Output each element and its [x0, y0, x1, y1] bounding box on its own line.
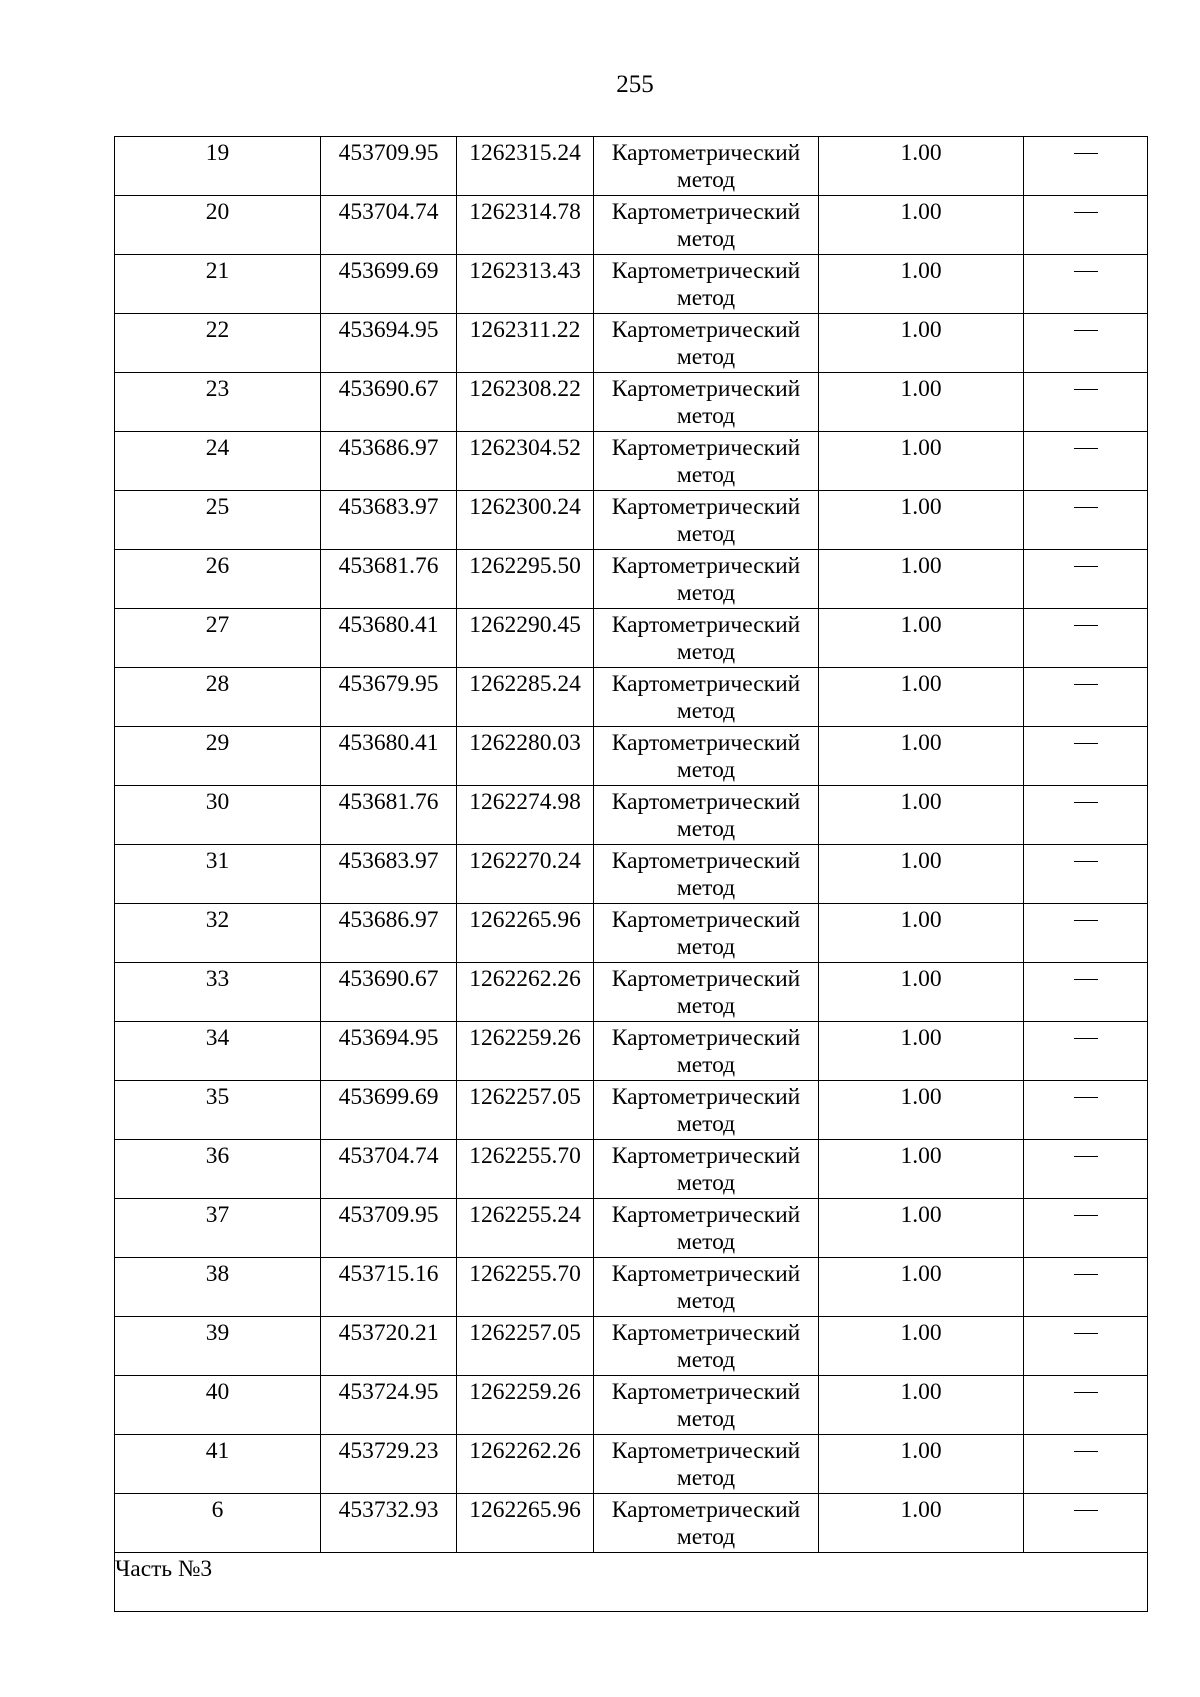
- method-line-2: метод: [676, 344, 736, 370]
- y-coordinate-cell: 1262313.43: [457, 255, 594, 314]
- table-row: [115, 727, 1148, 786]
- dash-mark: [1074, 1274, 1098, 1275]
- method-line-2: метод: [676, 1406, 736, 1432]
- method-cell: [594, 786, 819, 845]
- note-cell: [1024, 373, 1148, 432]
- point-number-cell: 31: [115, 845, 321, 904]
- y-coordinate-cell: 1262304.52: [457, 432, 594, 491]
- dash-mark: [1074, 979, 1098, 980]
- point-number-cell: 23: [115, 373, 321, 432]
- point-number-cell: 19: [115, 137, 321, 196]
- dash-mark: [1074, 861, 1098, 862]
- method-cell: [594, 432, 819, 491]
- point-number-cell: 29: [115, 727, 321, 786]
- method-line-1: Картометрический: [611, 317, 801, 343]
- method-cell: [594, 1258, 819, 1317]
- table-row: [115, 255, 1148, 314]
- y-coordinate-cell: 1262255.70: [457, 1258, 594, 1317]
- precision-cell: 1.00: [819, 1317, 1024, 1376]
- dash-mark: [1074, 153, 1098, 154]
- x-coordinate-cell: 453732.93: [321, 1494, 457, 1553]
- table-row: [115, 668, 1148, 727]
- method-line-1: Картометрический: [611, 1202, 801, 1228]
- precision-cell: 1.00: [819, 904, 1024, 963]
- point-number-cell: 39: [115, 1317, 321, 1376]
- table-row: [115, 550, 1148, 609]
- point-number-cell: 38: [115, 1258, 321, 1317]
- method-cell: [594, 137, 819, 196]
- note-cell: [1024, 1317, 1148, 1376]
- method-line-1: Картометрический: [611, 848, 801, 874]
- precision-cell: 1.00: [819, 1140, 1024, 1199]
- dash-mark: [1074, 1333, 1098, 1334]
- precision-cell: 1.00: [819, 255, 1024, 314]
- x-coordinate-cell: 453683.97: [321, 845, 457, 904]
- method-line-2: метод: [676, 1288, 736, 1314]
- method-cell: [594, 1199, 819, 1258]
- dash-mark: [1074, 625, 1098, 626]
- note-cell: [1024, 904, 1148, 963]
- x-coordinate-cell: 453681.76: [321, 550, 457, 609]
- method-line-2: метод: [676, 167, 736, 193]
- table-row: [115, 1022, 1148, 1081]
- precision-cell: 1.00: [819, 963, 1024, 1022]
- method-line-2: метод: [676, 875, 736, 901]
- x-coordinate-cell: 453679.95: [321, 668, 457, 727]
- note-cell: [1024, 1140, 1148, 1199]
- method-cell: [594, 1376, 819, 1435]
- method-cell: [594, 196, 819, 255]
- dash-mark: [1074, 743, 1098, 744]
- note-cell: [1024, 550, 1148, 609]
- dash-mark: [1074, 330, 1098, 331]
- table-row: [115, 786, 1148, 845]
- table-row: [115, 314, 1148, 373]
- y-coordinate-cell: 1262290.45: [457, 609, 594, 668]
- method-line-2: метод: [676, 698, 736, 724]
- note-cell: [1024, 1081, 1148, 1140]
- point-number-cell: 30: [115, 786, 321, 845]
- x-coordinate-cell: 453699.69: [321, 255, 457, 314]
- method-cell: [594, 963, 819, 1022]
- method-cell: [594, 1081, 819, 1140]
- method-line-1: Картометрический: [611, 671, 801, 697]
- table-row: [115, 373, 1148, 432]
- note-cell: [1024, 314, 1148, 373]
- note-cell: [1024, 1435, 1148, 1494]
- table-row: [115, 137, 1148, 196]
- table-row: [115, 845, 1148, 904]
- dash-mark: [1074, 1510, 1098, 1511]
- x-coordinate-cell: 453681.76: [321, 786, 457, 845]
- table-row: [115, 1494, 1148, 1553]
- method-cell: [594, 314, 819, 373]
- point-number-cell: 26: [115, 550, 321, 609]
- precision-cell: 1.00: [819, 727, 1024, 786]
- method-cell: [594, 845, 819, 904]
- method-line-1: Картометрический: [611, 1497, 801, 1523]
- method-line-1: Картометрический: [611, 1261, 801, 1287]
- table-row: [115, 1435, 1148, 1494]
- precision-cell: 1.00: [819, 550, 1024, 609]
- note-cell: [1024, 786, 1148, 845]
- method-line-2: метод: [676, 580, 736, 606]
- point-number-cell: 37: [115, 1199, 321, 1258]
- method-line-2: метод: [676, 1229, 736, 1255]
- dash-mark: [1074, 1097, 1098, 1098]
- note-cell: [1024, 1258, 1148, 1317]
- method-cell: [594, 491, 819, 550]
- table-row: [115, 432, 1148, 491]
- dash-mark: [1074, 1392, 1098, 1393]
- page-number: 255: [616, 71, 654, 98]
- table-row: [115, 1081, 1148, 1140]
- point-number-cell: 33: [115, 963, 321, 1022]
- coordinates-table-body: [115, 137, 1148, 1612]
- dash-mark: [1074, 1156, 1098, 1157]
- x-coordinate-cell: 453686.97: [321, 904, 457, 963]
- y-coordinate-cell: 1262259.26: [457, 1022, 594, 1081]
- method-line-1: Картометрический: [611, 1084, 801, 1110]
- table-row: [115, 1317, 1148, 1376]
- point-number-cell: 6: [115, 1494, 321, 1553]
- method-line-1: Картометрический: [611, 907, 801, 933]
- method-line-1: Картометрический: [611, 789, 801, 815]
- method-cell: [594, 373, 819, 432]
- dash-mark: [1074, 684, 1098, 685]
- point-number-cell: 36: [115, 1140, 321, 1199]
- method-line-1: Картометрический: [611, 1025, 801, 1051]
- method-line-1: Картометрический: [611, 199, 801, 225]
- method-line-2: метод: [676, 757, 736, 783]
- coordinates-table: [114, 136, 1148, 1612]
- precision-cell: 1.00: [819, 609, 1024, 668]
- precision-cell: 1.00: [819, 1081, 1024, 1140]
- method-line-2: метод: [676, 639, 736, 665]
- method-line-1: Картометрический: [611, 966, 801, 992]
- table-row: [115, 491, 1148, 550]
- note-cell: [1024, 137, 1148, 196]
- note-cell: [1024, 432, 1148, 491]
- table-row: [115, 963, 1148, 1022]
- method-cell: [594, 904, 819, 963]
- y-coordinate-cell: 1262314.78: [457, 196, 594, 255]
- point-number-cell: 24: [115, 432, 321, 491]
- note-cell: [1024, 1022, 1148, 1081]
- x-coordinate-cell: 453724.95: [321, 1376, 457, 1435]
- table-row: [115, 1199, 1148, 1258]
- table-row: [115, 904, 1148, 963]
- method-line-1: Картометрический: [611, 1438, 801, 1464]
- method-line-2: метод: [676, 285, 736, 311]
- x-coordinate-cell: 453704.74: [321, 1140, 457, 1199]
- precision-cell: 1.00: [819, 1199, 1024, 1258]
- x-coordinate-cell: 453709.95: [321, 137, 457, 196]
- precision-cell: 1.00: [819, 786, 1024, 845]
- x-coordinate-cell: 453709.95: [321, 1199, 457, 1258]
- method-line-1: Картометрический: [611, 258, 801, 284]
- dash-mark: [1074, 802, 1098, 803]
- method-line-2: метод: [676, 521, 736, 547]
- y-coordinate-cell: 1262265.96: [457, 904, 594, 963]
- y-coordinate-cell: 1262315.24: [457, 137, 594, 196]
- precision-cell: 1.00: [819, 1435, 1024, 1494]
- y-coordinate-cell: 1262255.24: [457, 1199, 594, 1258]
- method-line-1: Картометрический: [611, 612, 801, 638]
- point-number-cell: 41: [115, 1435, 321, 1494]
- table-row: [115, 1140, 1148, 1199]
- precision-cell: 1.00: [819, 1494, 1024, 1553]
- note-cell: [1024, 491, 1148, 550]
- dash-mark: [1074, 212, 1098, 213]
- x-coordinate-cell: 453680.41: [321, 727, 457, 786]
- note-cell: [1024, 609, 1148, 668]
- point-number-cell: 22: [115, 314, 321, 373]
- note-cell: [1024, 196, 1148, 255]
- point-number-cell: 35: [115, 1081, 321, 1140]
- point-number-cell: 25: [115, 491, 321, 550]
- precision-cell: 1.00: [819, 491, 1024, 550]
- x-coordinate-cell: 453694.95: [321, 1022, 457, 1081]
- method-cell: [594, 727, 819, 786]
- precision-cell: 1.00: [819, 373, 1024, 432]
- x-coordinate-cell: 453715.16: [321, 1258, 457, 1317]
- y-coordinate-cell: 1262311.22: [457, 314, 594, 373]
- point-number-cell: 28: [115, 668, 321, 727]
- x-coordinate-cell: 453704.74: [321, 196, 457, 255]
- precision-cell: 1.00: [819, 432, 1024, 491]
- y-coordinate-cell: 1262265.96: [457, 1494, 594, 1553]
- x-coordinate-cell: 453686.97: [321, 432, 457, 491]
- note-cell: [1024, 845, 1148, 904]
- point-number-cell: 32: [115, 904, 321, 963]
- y-coordinate-cell: 1262295.50: [457, 550, 594, 609]
- y-coordinate-cell: 1262280.03: [457, 727, 594, 786]
- method-line-1: Картометрический: [611, 1379, 801, 1405]
- dash-mark: [1074, 448, 1098, 449]
- note-cell: [1024, 727, 1148, 786]
- x-coordinate-cell: 453694.95: [321, 314, 457, 373]
- y-coordinate-cell: 1262255.70: [457, 1140, 594, 1199]
- method-line-1: Картометрический: [611, 376, 801, 402]
- method-line-1: Картометрический: [611, 1320, 801, 1346]
- method-cell: [594, 609, 819, 668]
- note-cell: [1024, 1376, 1148, 1435]
- method-line-2: метод: [676, 403, 736, 429]
- dash-mark: [1074, 1215, 1098, 1216]
- method-cell: [594, 550, 819, 609]
- dash-mark: [1074, 566, 1098, 567]
- dash-mark: [1074, 920, 1098, 921]
- method-cell: [594, 1435, 819, 1494]
- precision-cell: 1.00: [819, 668, 1024, 727]
- y-coordinate-cell: 1262262.26: [457, 1435, 594, 1494]
- y-coordinate-cell: 1262270.24: [457, 845, 594, 904]
- method-line-1: Картометрический: [611, 730, 801, 756]
- method-line-2: метод: [676, 1347, 736, 1373]
- method-cell: [594, 1022, 819, 1081]
- method-line-2: метод: [676, 1052, 736, 1078]
- y-coordinate-cell: 1262285.24: [457, 668, 594, 727]
- x-coordinate-cell: 453690.67: [321, 963, 457, 1022]
- method-cell: [594, 255, 819, 314]
- method-line-2: метод: [676, 934, 736, 960]
- point-number-cell: 34: [115, 1022, 321, 1081]
- note-cell: [1024, 1199, 1148, 1258]
- point-number-cell: 27: [115, 609, 321, 668]
- note-cell: [1024, 668, 1148, 727]
- x-coordinate-cell: 453720.21: [321, 1317, 457, 1376]
- method-line-2: метод: [676, 462, 736, 488]
- table-row: [115, 1376, 1148, 1435]
- precision-cell: 1.00: [819, 314, 1024, 373]
- precision-cell: 1.00: [819, 1376, 1024, 1435]
- method-cell: [594, 668, 819, 727]
- method-cell: [594, 1317, 819, 1376]
- method-line-2: метод: [676, 1524, 736, 1550]
- dash-mark: [1074, 1451, 1098, 1452]
- precision-cell: 1.00: [819, 1022, 1024, 1081]
- dash-mark: [1074, 271, 1098, 272]
- y-coordinate-cell: 1262308.22: [457, 373, 594, 432]
- precision-cell: 1.00: [819, 1258, 1024, 1317]
- precision-cell: 1.00: [819, 196, 1024, 255]
- y-coordinate-cell: 1262274.98: [457, 786, 594, 845]
- x-coordinate-cell: 453683.97: [321, 491, 457, 550]
- dash-mark: [1074, 389, 1098, 390]
- note-cell: [1024, 255, 1148, 314]
- y-coordinate-cell: 1262262.26: [457, 963, 594, 1022]
- point-number-cell: 20: [115, 196, 321, 255]
- method-line-2: метод: [676, 226, 736, 252]
- method-line-2: метод: [676, 1170, 736, 1196]
- point-number-cell: 21: [115, 255, 321, 314]
- method-line-1: Картометрический: [611, 140, 801, 166]
- y-coordinate-cell: 1262259.26: [457, 1376, 594, 1435]
- x-coordinate-cell: 453729.23: [321, 1435, 457, 1494]
- method-line-1: Картометрический: [611, 553, 801, 579]
- y-coordinate-cell: 1262257.05: [457, 1317, 594, 1376]
- x-coordinate-cell: 453680.41: [321, 609, 457, 668]
- part-row: [115, 1553, 1148, 1612]
- table-row: [115, 1258, 1148, 1317]
- method-line-2: метод: [676, 816, 736, 842]
- note-cell: [1024, 1494, 1148, 1553]
- point-number-cell: 40: [115, 1376, 321, 1435]
- method-line-2: метод: [676, 1465, 736, 1491]
- x-coordinate-cell: 453690.67: [321, 373, 457, 432]
- method-cell: [594, 1140, 819, 1199]
- precision-cell: 1.00: [819, 845, 1024, 904]
- method-line-1: Картометрический: [611, 1143, 801, 1169]
- note-cell: [1024, 963, 1148, 1022]
- method-line-1: Картометрический: [611, 435, 801, 461]
- y-coordinate-cell: 1262257.05: [457, 1081, 594, 1140]
- method-line-1: Картометрический: [611, 494, 801, 520]
- x-coordinate-cell: 453699.69: [321, 1081, 457, 1140]
- table-row: [115, 196, 1148, 255]
- part-label: Часть №3: [115, 1553, 1148, 1612]
- precision-cell: 1.00: [819, 137, 1024, 196]
- method-line-2: метод: [676, 1111, 736, 1137]
- method-cell: [594, 1494, 819, 1553]
- dash-mark: [1074, 507, 1098, 508]
- dash-mark: [1074, 1038, 1098, 1039]
- method-line-2: метод: [676, 993, 736, 1019]
- y-coordinate-cell: 1262300.24: [457, 491, 594, 550]
- table-row: [115, 609, 1148, 668]
